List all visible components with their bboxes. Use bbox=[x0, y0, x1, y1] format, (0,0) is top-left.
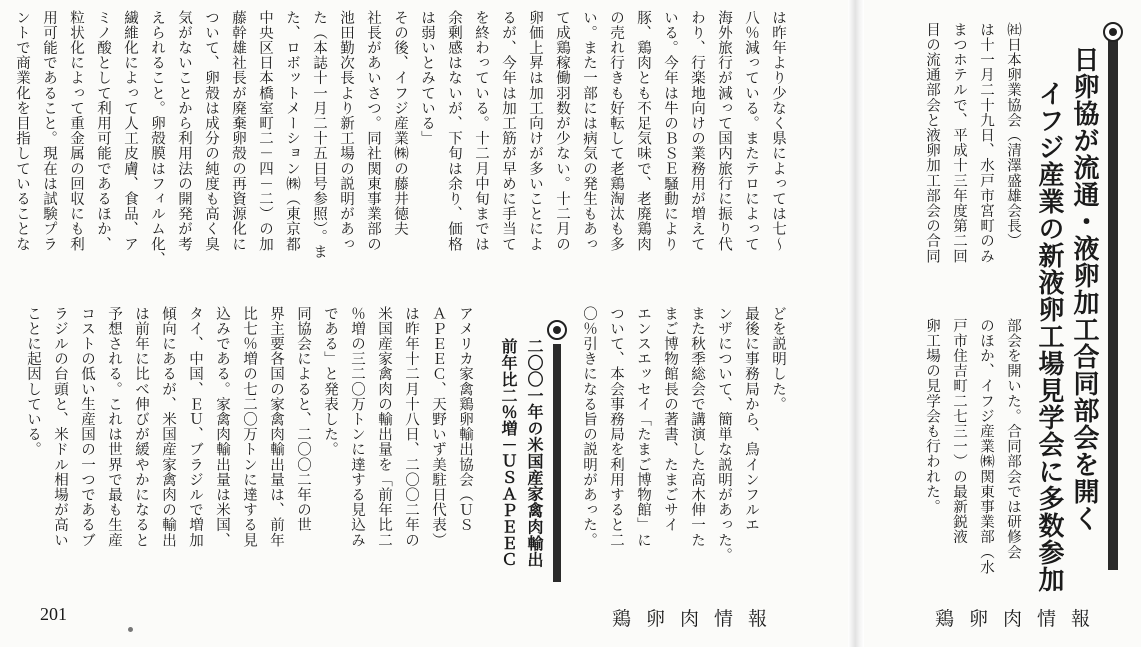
body-column: 用可能であること。現在は試験プラ bbox=[41, 10, 57, 252]
body-column: 卵工場の見学会も行われた。 bbox=[924, 318, 940, 515]
body-column: である」と発表した。 bbox=[322, 306, 338, 457]
body-column: た、ロボットメーション㈱（東京都 bbox=[284, 10, 300, 252]
body-column: い。また一部には病気の発生もあっ bbox=[581, 10, 597, 252]
article-headline-sub: イフジ産業の新液卵工場見学会に多数参加 bbox=[1034, 80, 1064, 593]
body-column: ラジルの台頭と、米ドル相場が高い bbox=[52, 306, 68, 548]
body-column: 界主要各国の家禽肉輸出量は、前年 bbox=[268, 306, 284, 548]
body-column: 余剰感はないが、下旬は余り、価格 bbox=[446, 10, 462, 252]
body-column: は前年に比べ伸びが緩やかになると bbox=[133, 306, 149, 548]
body-column: 〇％引きになる旨の説明があった。 bbox=[581, 306, 597, 548]
body-column: は弱いとみている」 bbox=[419, 10, 435, 146]
body-column: ＡＰＥＥＣ、天野いず美駐日代表） bbox=[430, 306, 446, 548]
body-column: えられること。卵殻膜はフィルム化、 bbox=[149, 10, 165, 267]
body-column: タイ、中国、ＥＵ、ブラジルで増加 bbox=[187, 306, 203, 548]
body-column: 最後に事務局から、鳥インフルエ bbox=[743, 306, 759, 533]
page-gutter bbox=[848, 0, 864, 647]
body-column: コストの低い生産国の一つであるブ bbox=[79, 306, 95, 548]
body-column: 池田勤次長より新工場の説明があっ bbox=[338, 10, 354, 252]
running-footer-right: 鶏卵肉情報 bbox=[935, 608, 1106, 630]
running-footer-left: 鶏卵肉情報 bbox=[612, 608, 783, 630]
body-column: まご博物館長の著書、たまごサイ bbox=[662, 306, 678, 533]
body-column: は昨年より少なく県によっては七～ bbox=[770, 10, 786, 252]
body-column: エンスエッセイ「たまご博物館」に bbox=[635, 306, 651, 548]
body-column: 社長があいさつ。同社関東事業部の bbox=[365, 10, 381, 252]
article-headline-main: 二〇〇一年の米国産家禽肉輸出 bbox=[525, 338, 544, 568]
headline-bar bbox=[553, 344, 561, 582]
body-column: 中央区日本橋室町二－四－二）の加 bbox=[257, 10, 273, 252]
article-headline-main: 日卵協が流通・液卵加工合同部会を開く bbox=[1069, 46, 1099, 532]
body-column: ンザについて、簡単な説明があった。 bbox=[716, 306, 732, 563]
body-column: 目の流通部会と液卵加工部会の合同 bbox=[924, 22, 940, 264]
body-column: 卵価上昇は加工向けが多いことによ bbox=[527, 10, 543, 252]
body-column: 粒状化によって重金属の回収にも利 bbox=[68, 10, 84, 252]
body-column: 繊維化によって人工皮膚、食品、ア bbox=[122, 10, 138, 252]
body-column: 藤幹雄社長が廃棄卵殻の再資源化に bbox=[230, 10, 246, 252]
body-column: 部会を開いた。合同部会では研修会 bbox=[1005, 318, 1021, 560]
body-column: まつホテルで、平成十三年度第二回 bbox=[951, 22, 967, 264]
body-column: た（本誌十一月二十五日号参照）。ま bbox=[311, 10, 327, 260]
body-column: 込みである。家禽肉輸出量は米国、 bbox=[214, 306, 230, 548]
bullet-icon bbox=[1103, 22, 1123, 42]
body-column: ことに起因している。 bbox=[25, 306, 41, 457]
body-column: 豚、鶏肉とも不足気味で、老廃鶏肉 bbox=[635, 10, 651, 252]
body-column: いる。今年は牛のＢＳＥ騒動により bbox=[662, 10, 678, 252]
body-column: どを説明した。 bbox=[770, 306, 786, 412]
body-column: 海外旅行が減って国内旅行に振り代 bbox=[716, 10, 732, 252]
body-column: 傾向にあるが、米国産家禽肉の輸出 bbox=[160, 306, 176, 548]
body-column: 気がないことから利用法の開発が考 bbox=[176, 10, 192, 252]
body-column: ついて、本会事務局を利用すると二 bbox=[608, 306, 624, 548]
body-column: 同協会によると、二〇〇二年の世 bbox=[295, 306, 311, 533]
body-column: て成鶏稼働羽数が少ない。十二月の bbox=[554, 10, 570, 252]
body-column: の売れ行きも好転して老鶏淘汰も多 bbox=[608, 10, 624, 252]
body-column: 米国産家禽肉の輸出量を「前年比二 bbox=[376, 306, 392, 548]
body-column: 比七％増の七二〇万トンに達する見 bbox=[241, 306, 257, 548]
body-column: を終わっている。十二月中旬までは bbox=[473, 10, 489, 252]
body-column: また秋季総会で講演した高木伸一た bbox=[689, 306, 705, 548]
body-column: ㈳日本卵業協会（清澤盛雄会長） bbox=[1005, 22, 1021, 249]
body-column: その後、イフジ産業㈱の藤井徳夫 bbox=[392, 10, 408, 237]
body-column: ついて、卵殻は成分の純度も高く臭 bbox=[203, 10, 219, 252]
bullet-icon bbox=[547, 320, 567, 340]
body-column: ントで商業化を目指していることな bbox=[14, 10, 30, 252]
body-column: 戸市住吉町二七三一）の最新鋭液 bbox=[951, 318, 967, 545]
print-speck bbox=[128, 627, 133, 632]
body-column: 予想される。これは世界で最も生産 bbox=[106, 306, 122, 548]
body-column: 八％減っている。またテロによって bbox=[743, 10, 759, 252]
page-number: 201 bbox=[40, 604, 67, 624]
body-column: ミノ酸として利用可能であるほか、 bbox=[95, 10, 111, 252]
body-column: るが、今年は加工筋が早めに手当て bbox=[500, 10, 516, 252]
headline-bar bbox=[1108, 40, 1118, 570]
body-column: は昨年十二月十八日、二〇〇二年の bbox=[403, 306, 419, 548]
body-column: のほか、イフジ産業㈱関東事業部（水 bbox=[978, 318, 994, 575]
body-column: わり、行楽地向けの業務用が増えて bbox=[689, 10, 705, 252]
article-headline-sub: 前年比二％増－ＵＳＡＰＥＥＣ bbox=[499, 338, 518, 568]
body-column: アメリカ家禽鶏卵輸出協会（ＵＳ bbox=[457, 306, 473, 533]
body-column: は十一月二十九日、水戸市宮町のみ bbox=[978, 22, 994, 264]
body-column: ％増の三二〇万トンに達する見込み bbox=[349, 306, 365, 548]
